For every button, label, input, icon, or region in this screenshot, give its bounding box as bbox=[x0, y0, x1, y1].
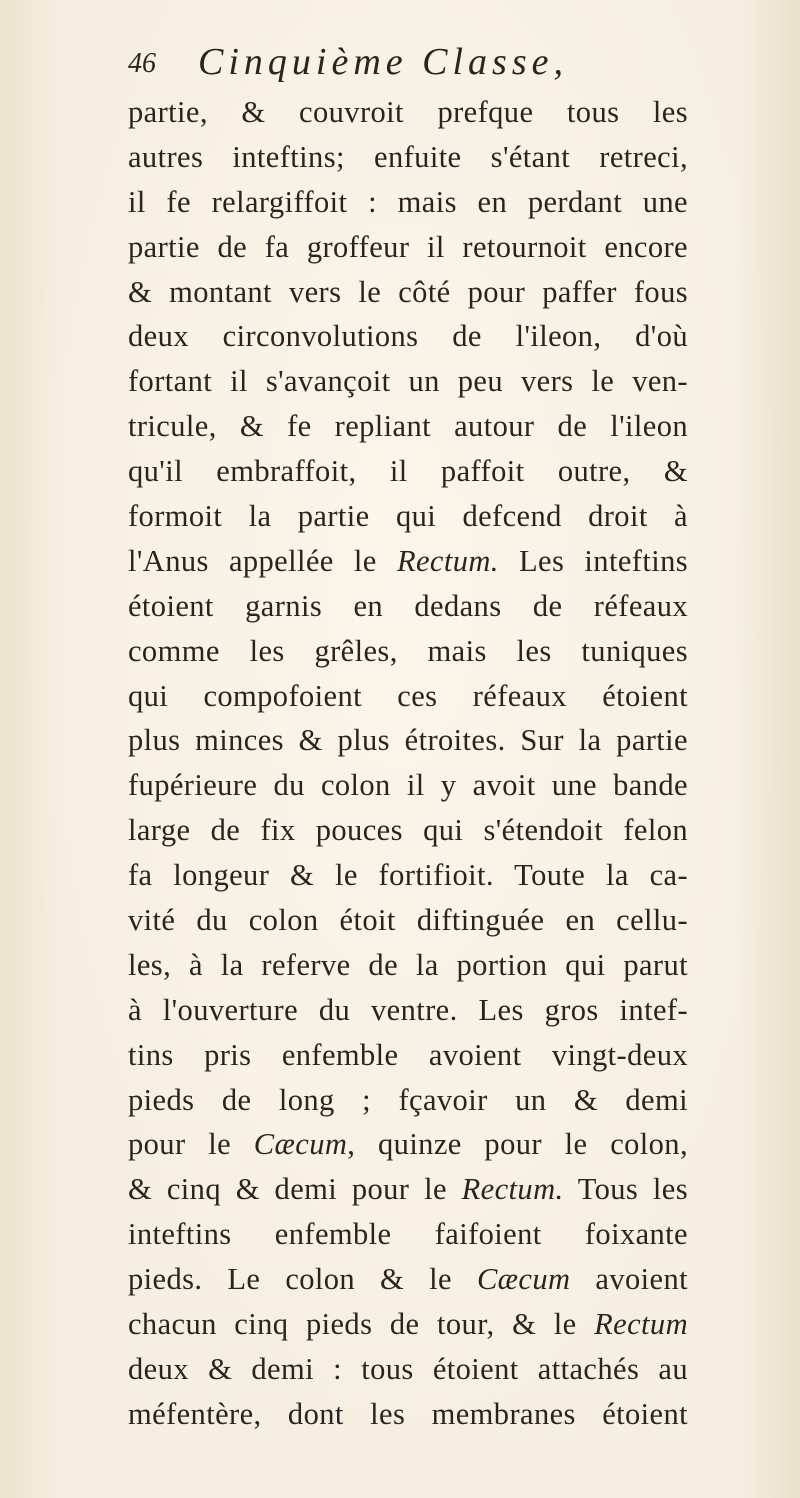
text-segment: chacun cinq pieds de tour, & le bbox=[128, 1307, 595, 1342]
text-segment: étoient garnis en dedans de réfeaux bbox=[128, 588, 688, 623]
text-segment: fa longeur & le fortifioit. Toute la ca- bbox=[128, 858, 688, 893]
text-segment: plus minces & plus étroites. Sur la partie bbox=[128, 723, 688, 758]
text-line bbox=[128, 270, 688, 315]
text-segment: il fe relargiffoit : mais en perdant une bbox=[128, 184, 688, 219]
text-segment: à l'ouverture du ventre. Les gros intef- bbox=[128, 992, 688, 1027]
text-segment: qui compofoient ces réfeaux étoient bbox=[128, 678, 688, 713]
text-segment: deux circonvolutions de l'ileon, d'où bbox=[128, 319, 688, 354]
text-line bbox=[128, 584, 688, 629]
page-number: 46 bbox=[128, 48, 156, 79]
body-text bbox=[128, 90, 688, 1437]
text-line bbox=[128, 898, 688, 943]
text-segment: qu'il embraffoit, il paffoit outre, & bbox=[128, 454, 688, 489]
text-line bbox=[128, 449, 688, 494]
text-segment: formoit la partie qui defcend droit à bbox=[128, 499, 688, 534]
text-line bbox=[128, 90, 688, 135]
text-line bbox=[128, 1078, 688, 1123]
text-segment: inteftins enfemble faifoient foixante bbox=[128, 1217, 688, 1252]
italic-term: Rectum bbox=[594, 1307, 688, 1342]
text-line bbox=[128, 988, 688, 1033]
text-line bbox=[128, 539, 688, 584]
text-segment: Les inteftins bbox=[498, 543, 688, 578]
text-segment: Tous les bbox=[563, 1172, 688, 1207]
text-segment: fortant il s'avançoit un peu vers le ven- bbox=[128, 364, 688, 399]
text-line bbox=[128, 135, 688, 180]
page-header bbox=[128, 40, 688, 90]
text-segment: méfentère, dont les membranes étoient bbox=[128, 1396, 688, 1431]
italic-term: Cæcum bbox=[476, 1262, 571, 1297]
text-line bbox=[128, 808, 688, 853]
text-segment: les, à la referve de la portion qui parut bbox=[128, 947, 688, 982]
text-segment: l'Anus appellée le bbox=[128, 543, 397, 578]
text-line bbox=[128, 225, 688, 270]
text-segment: pieds de long ; fçavoir un & demi bbox=[128, 1082, 688, 1117]
text-line bbox=[128, 1302, 688, 1347]
text-segment: , quinze pour le colon, bbox=[347, 1127, 688, 1162]
text-line bbox=[128, 404, 688, 449]
running-head: Cinquième Classe, bbox=[198, 41, 568, 83]
text-segment: pieds. Le colon & le bbox=[128, 1262, 477, 1297]
italic-term: Rectum. bbox=[461, 1172, 564, 1207]
text-segment: comme les grêles, mais les tuniques bbox=[128, 633, 688, 668]
text-line bbox=[128, 1257, 688, 1302]
text-segment: deux & demi : tous étoient attachés au bbox=[128, 1351, 688, 1386]
text-line bbox=[128, 629, 688, 674]
text-segment: vité du colon étoit diftinguée en cellu- bbox=[128, 903, 688, 938]
text-line bbox=[128, 853, 688, 898]
text-line bbox=[128, 359, 688, 404]
text-line bbox=[128, 180, 688, 225]
text-segment: & montant vers le côté pour paffer fous bbox=[128, 274, 688, 309]
italic-term: Cæcum bbox=[253, 1127, 348, 1162]
text-segment: autres inteftins; enfuite s'étant retreci, bbox=[128, 139, 688, 174]
text-line bbox=[128, 763, 688, 808]
text-segment: pour le bbox=[128, 1127, 254, 1162]
text-line bbox=[128, 718, 688, 763]
text-segment: partie de fa groffeur il retournoit encore bbox=[128, 229, 688, 264]
text-line bbox=[128, 1212, 688, 1257]
text-segment: partie, & couvroit prefque tous les bbox=[128, 95, 688, 129]
text-line bbox=[128, 1122, 688, 1167]
text-line bbox=[128, 1033, 688, 1078]
text-line bbox=[128, 1392, 688, 1437]
text-segment: tricule, & fe repliant autour de l'ileon bbox=[128, 409, 688, 444]
text-segment: avoient bbox=[570, 1262, 688, 1297]
text-line bbox=[128, 1167, 688, 1212]
text-segment: tins pris enfemble avoient vingt-deux bbox=[128, 1037, 688, 1072]
text-line bbox=[128, 1347, 688, 1392]
text-line bbox=[128, 943, 688, 988]
text-line bbox=[128, 314, 688, 359]
text-line bbox=[128, 494, 688, 539]
text-segment: & cinq & demi pour le bbox=[128, 1172, 462, 1207]
text-line bbox=[128, 674, 688, 719]
text-segment: large de fix pouces qui s'étendoit felon bbox=[128, 813, 688, 848]
italic-term: Rectum. bbox=[396, 543, 499, 578]
text-segment: fupérieure du colon il y avoit une bande bbox=[128, 768, 688, 803]
